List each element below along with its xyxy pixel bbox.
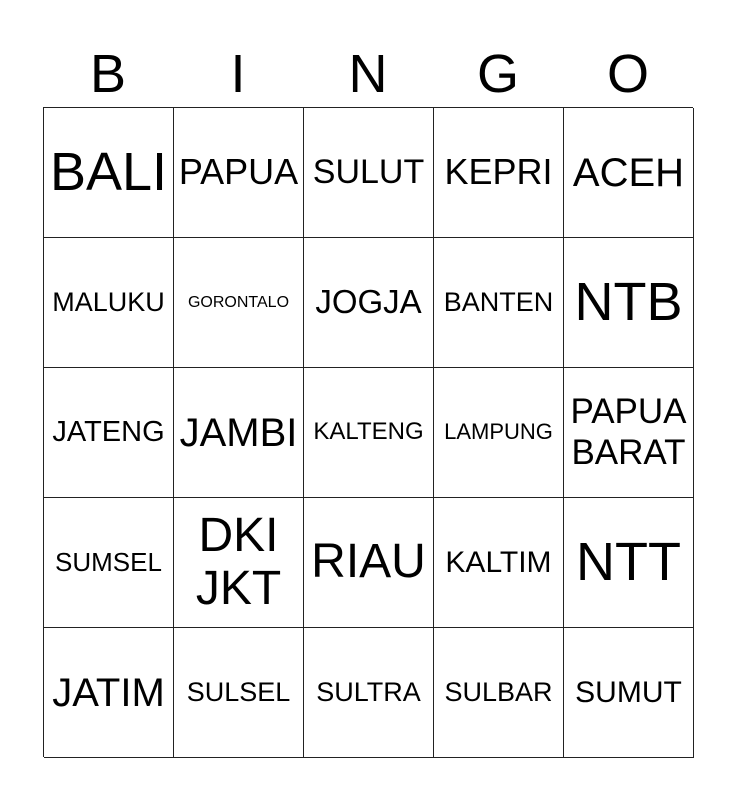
bingo-cell[interactable] [304,628,434,758]
cell-label: SUMUT [575,675,682,709]
bingo-cell[interactable] [174,498,304,628]
bingo-cell[interactable] [434,108,564,238]
cell-label: KALTENG [313,418,424,446]
cell-label: SULSEL [186,677,291,708]
bingo-cell[interactable] [44,368,174,498]
cell-label: ACEH [572,150,685,195]
bingo-cell[interactable] [564,498,694,628]
cell-label: JAMBI [179,410,298,455]
bingo-cell[interactable] [564,108,694,238]
bingo-cell[interactable] [44,498,174,628]
bingo-cell[interactable] [434,238,564,368]
cell-label: SULBAR [444,677,553,708]
header-letter-n: N [348,44,388,104]
header-letter-b: B [89,44,127,104]
bingo-cell[interactable] [44,628,174,758]
bingo-cell[interactable] [304,108,434,238]
bingo-cell[interactable] [304,238,434,368]
cell-label: GORONTALO [187,293,290,311]
cell-label: KEPRI [444,151,553,193]
bingo-cell[interactable] [434,628,564,758]
cell-label: MALUKU [52,287,165,318]
bingo-cell[interactable] [174,238,304,368]
bingo-board [43,107,693,757]
cell-label: SULTRA [316,677,421,708]
cell-label: KALTIM [445,545,552,579]
bingo-cell[interactable] [44,238,174,368]
cell-label: BANTEN [443,287,554,318]
bingo-cell[interactable] [174,108,304,238]
bingo-cell[interactable] [434,498,564,628]
cell-label: PAPUA BARAT [570,392,687,472]
bingo-cell[interactable] [434,368,564,498]
bingo-cell[interactable] [304,498,434,628]
cell-label: PAPUA [178,151,299,193]
header-letter-o: O [606,44,649,104]
bingo-cell[interactable] [564,238,694,368]
bingo-cell[interactable] [564,628,694,758]
cell-label: SULUT [312,153,425,192]
cell-label: NTB [574,272,683,333]
cell-label: NTT [576,532,681,593]
bingo-cell[interactable] [44,108,174,238]
bingo-cell[interactable] [174,628,304,758]
bingo-cell[interactable] [304,368,434,498]
bingo-cell[interactable] [564,368,694,498]
cell-label: LAMPUNG [444,419,553,445]
bingo-cell[interactable] [174,368,304,498]
cell-label: BALI [49,142,168,203]
cell-label: JATENG [52,416,165,449]
cell-label: JOGJA [315,283,422,321]
bingo-header [43,40,693,106]
header-letter-g: G [476,44,519,104]
cell-label: DKI JKT [195,508,282,615]
cell-label: JATIM [52,670,165,715]
cell-label: RIAU [311,535,426,589]
cell-label: SUMSEL [55,546,162,577]
header-letter-i: I [230,44,246,104]
